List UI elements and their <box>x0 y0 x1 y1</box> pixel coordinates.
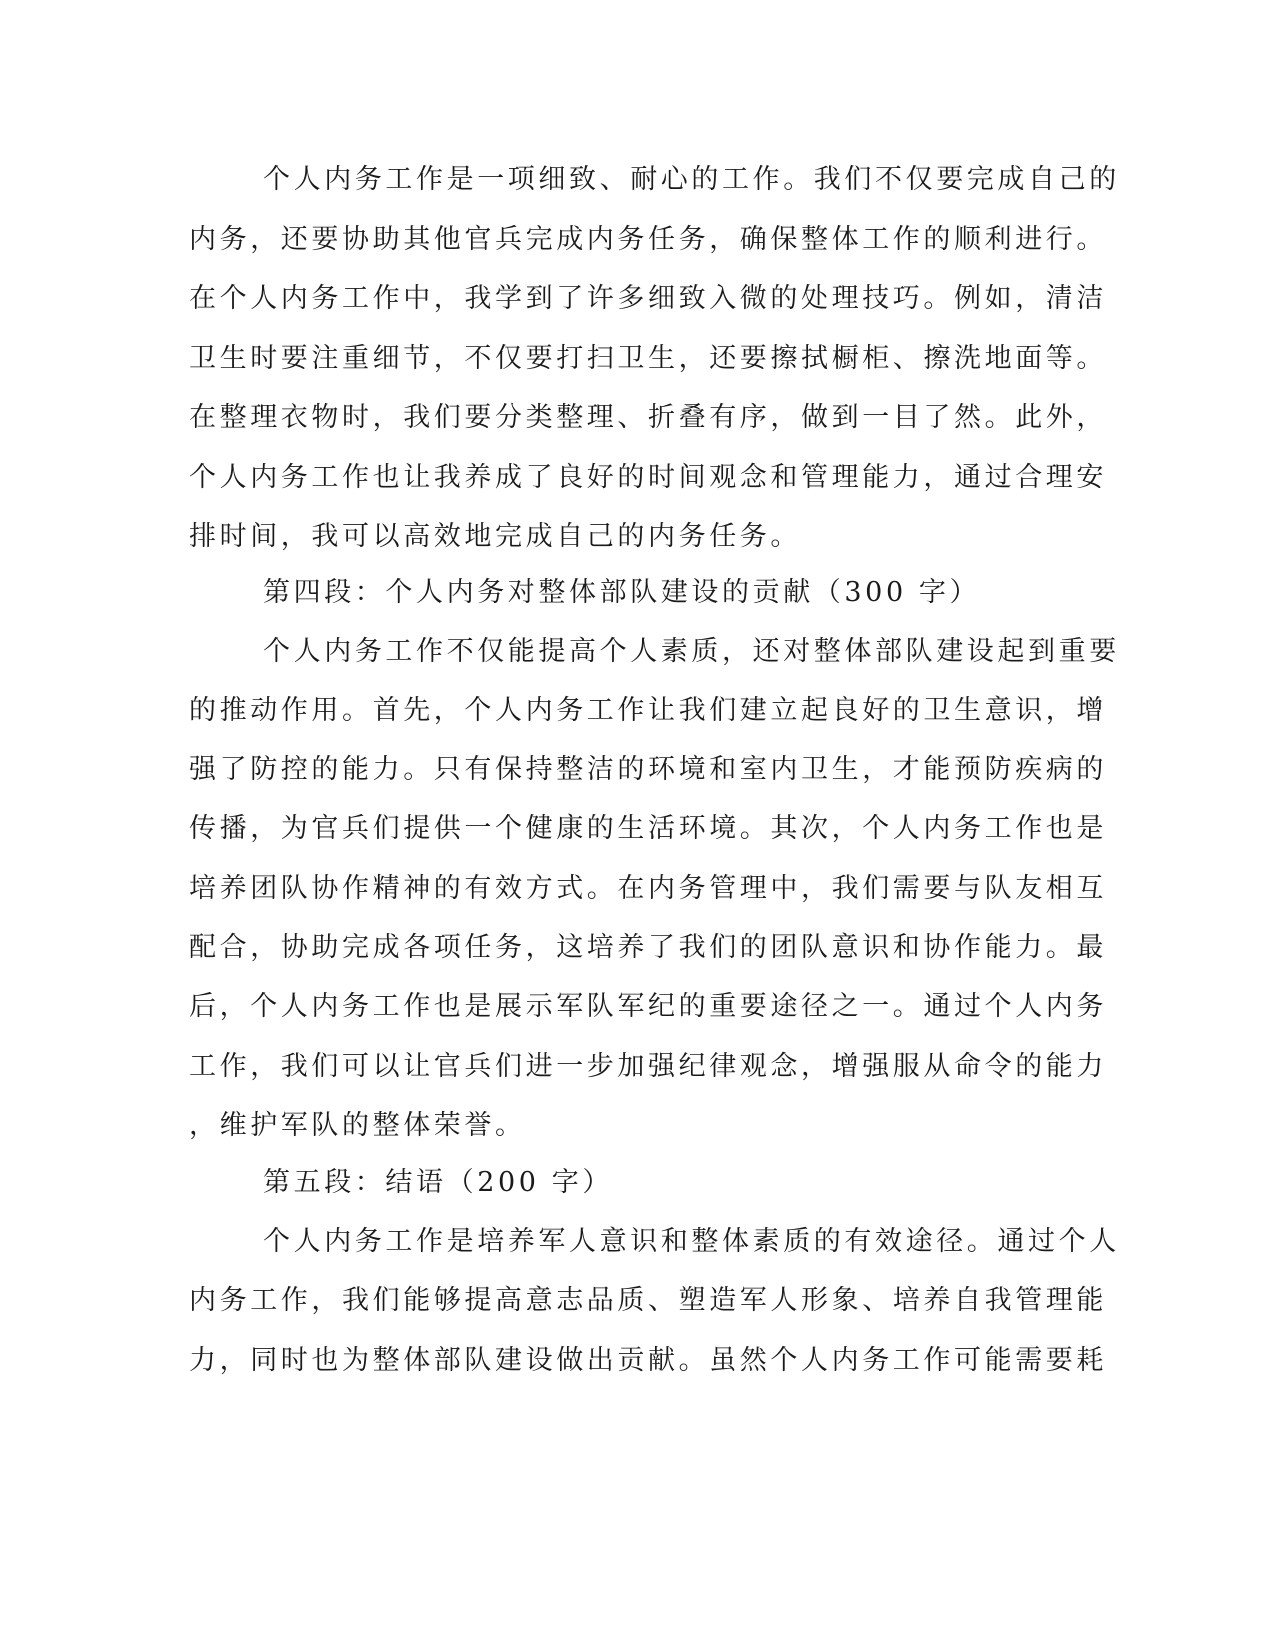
section-heading: 第四段：个人内务对整体部队建设的贡献（300 字） <box>263 577 981 608</box>
paragraph-line: 排时间，我可以高效地完成自己的内务任务。 <box>189 521 801 552</box>
section-heading: 第五段：结语（200 字） <box>263 1167 613 1198</box>
paragraph-line: 在个人内务工作中，我学到了许多细致入微的处理技巧。例如，清洁 <box>189 283 1107 314</box>
paragraph-line: 个人内务工作也让我养成了良好的时间观念和管理能力，通过合理安 <box>189 462 1107 493</box>
paragraph-line: 强了防控的能力。只有保持整洁的环境和室内卫生，才能预防疾病的 <box>189 754 1107 785</box>
paragraph-line: 后，个人内务工作也是展示军队军纪的重要途径之一。通过个人内务 <box>189 991 1107 1022</box>
paragraph-line: 培养团队协作精神的有效方式。在内务管理中，我们需要与队友相互 <box>189 873 1107 904</box>
paragraph-line: 个人内务工作不仅能提高个人素质，还对整体部队建设起到重要 <box>263 636 1120 667</box>
paragraph-line: 配合，协助完成各项任务，这培养了我们的团队意识和协作能力。最 <box>189 932 1107 963</box>
paragraph-line: 个人内务工作是培养军人意识和整体素质的有效途径。通过个人 <box>263 1226 1120 1257</box>
paragraph-line: 内务工作，我们能够提高意志品质、塑造军人形象、培养自我管理能 <box>189 1285 1107 1316</box>
paragraph-line: 个人内务工作是一项细致、耐心的工作。我们不仅要完成自己的 <box>263 164 1120 195</box>
paragraph-line: 在整理衣物时，我们要分类整理、折叠有序，做到一目了然。此外， <box>189 402 1107 433</box>
paragraph-line: 传播，为官兵们提供一个健康的生活环境。其次，个人内务工作也是 <box>189 813 1107 844</box>
paragraph-line: 的推动作用。首先，个人内务工作让我们建立起良好的卫生意识，增 <box>189 695 1107 726</box>
paragraph-line: 内务，还要协助其他官兵完成内务任务，确保整体工作的顺利进行。 <box>189 224 1107 255</box>
paragraph-line: 力，同时也为整体部队建设做出贡献。虽然个人内务工作可能需要耗 <box>189 1345 1107 1376</box>
paragraph-line: ，维护军队的整体荣誉。 <box>189 1110 526 1141</box>
paragraph-line: 工作，我们可以让官兵们进一步加强纪律观念，增强服从命令的能力 <box>189 1051 1107 1082</box>
paragraph-line: 卫生时要注重细节，不仅要打扫卫生，还要擦拭橱柜、擦洗地面等。 <box>189 343 1107 374</box>
